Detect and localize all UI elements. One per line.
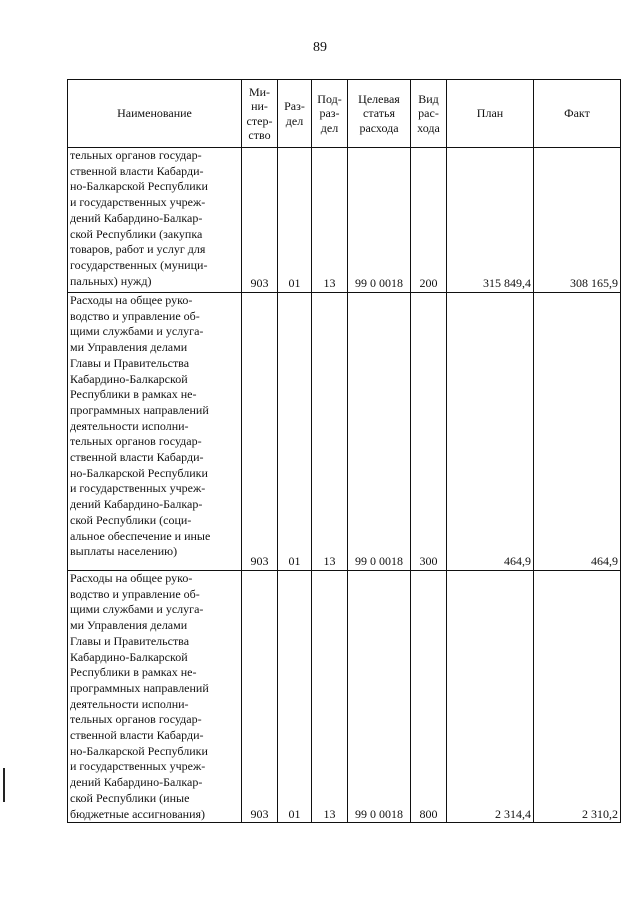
name-line: деятельности исполни- (70, 696, 189, 711)
row-name (68, 148, 242, 293)
name-line: тельных органов государ- (70, 434, 202, 449)
name-line: деятельности исполни- (70, 418, 189, 433)
name-line: Республики в рамках не- (70, 665, 197, 680)
row-type: 200 (411, 148, 447, 293)
name-line: программных направлений (70, 680, 209, 695)
row-target: 99 0 0018 (348, 571, 411, 823)
name-line: пальных) нужд) (70, 273, 152, 288)
name-line: ской Республики (соци- (70, 512, 192, 527)
name-line: и государственных учреж- (70, 481, 206, 496)
name-line: Кабардино-Балкарской (70, 649, 188, 664)
row-ministry: 903 (242, 571, 278, 823)
name-line: ми Управления делами (70, 340, 188, 355)
name-line: бюджетные ассигнования) (70, 806, 206, 821)
name-line: альное обеспечение и иные (70, 528, 211, 543)
name-line: Главы и Правительства (70, 355, 190, 370)
name-line: дений Кабардино-Балкар- (70, 210, 203, 225)
table-row (68, 148, 621, 293)
name-line: Расходы на общее руко- (70, 571, 193, 585)
name-line: ственной власти Кабарди- (70, 450, 204, 465)
name-line: Расходы на общее руко- (70, 293, 193, 307)
header-type: Вид рас- хода (411, 80, 447, 148)
budget-table (67, 79, 621, 823)
table-row (68, 293, 621, 571)
name-line: ми Управления делами (70, 618, 188, 633)
row-ministry: 903 (242, 293, 278, 571)
name-line: Республики в рамках не- (70, 387, 197, 402)
header-plan: План (447, 80, 534, 148)
row-subsection: 13 (312, 571, 348, 823)
row-target: 99 0 0018 (348, 148, 411, 293)
row-plan: 2 314,4 (447, 571, 534, 823)
row-fact: 464,9 (534, 293, 621, 571)
name-line: дений Кабардино-Балкар- (70, 497, 203, 512)
page-number: 89 (313, 40, 327, 55)
row-subsection: 13 (312, 293, 348, 571)
name-line: ской Республики (иные (70, 790, 190, 805)
row-section: 01 (278, 571, 312, 823)
name-line: но-Балкарской Республики (70, 465, 208, 480)
table-row (68, 571, 621, 823)
name-line: ственной власти Кабарди- (70, 728, 204, 743)
row-plan: 315 849,4 (447, 148, 534, 293)
row-section: 01 (278, 148, 312, 293)
row-fact: 308 165,9 (534, 148, 621, 293)
row-type: 800 (411, 571, 447, 823)
margin-mark (3, 768, 5, 802)
header-target: Целевая статья расхода (348, 80, 411, 148)
header-section: Раз- дел (278, 80, 312, 148)
name-line: и государственных учреж- (70, 195, 206, 210)
header-name: Наименование (68, 80, 242, 148)
row-plan: 464,9 (447, 293, 534, 571)
name-line: тельных органов государ- (70, 712, 202, 727)
row-target: 99 0 0018 (348, 293, 411, 571)
name-line: водство и управление об- (70, 308, 200, 323)
name-line: дений Кабардино-Балкар- (70, 775, 203, 790)
name-line: выплаты населению) (70, 544, 178, 559)
name-line: Кабардино-Балкарской (70, 371, 188, 386)
row-type: 300 (411, 293, 447, 571)
header-fact: Факт (534, 80, 621, 148)
name-line: ственной власти Кабарди- (70, 163, 204, 178)
name-line: государственных (муници- (70, 257, 208, 272)
row-subsection: 13 (312, 148, 348, 293)
header-row (68, 80, 621, 148)
row-name (68, 571, 242, 823)
name-line: ской Республики (закупка (70, 226, 203, 241)
name-line: и государственных учреж- (70, 759, 206, 774)
name-line: тельных органов государ- (70, 148, 202, 162)
row-name (68, 293, 242, 571)
name-line: щими службами и услуга- (70, 324, 204, 339)
name-line: но-Балкарской Республики (70, 179, 208, 194)
header-subsection: Под- раз- дел (312, 80, 348, 148)
name-line: программных направлений (70, 402, 209, 417)
name-line: товаров, работ и услуг для (70, 242, 206, 257)
row-fact: 2 310,2 (534, 571, 621, 823)
row-section: 01 (278, 293, 312, 571)
name-line: Главы и Правительства (70, 633, 190, 648)
header-ministry: Ми- ни- стер- ство (242, 80, 278, 148)
name-line: водство и управление об- (70, 586, 200, 601)
name-line: но-Балкарской Республики (70, 743, 208, 758)
row-ministry: 903 (242, 148, 278, 293)
name-line: щими службами и услуга- (70, 602, 204, 617)
